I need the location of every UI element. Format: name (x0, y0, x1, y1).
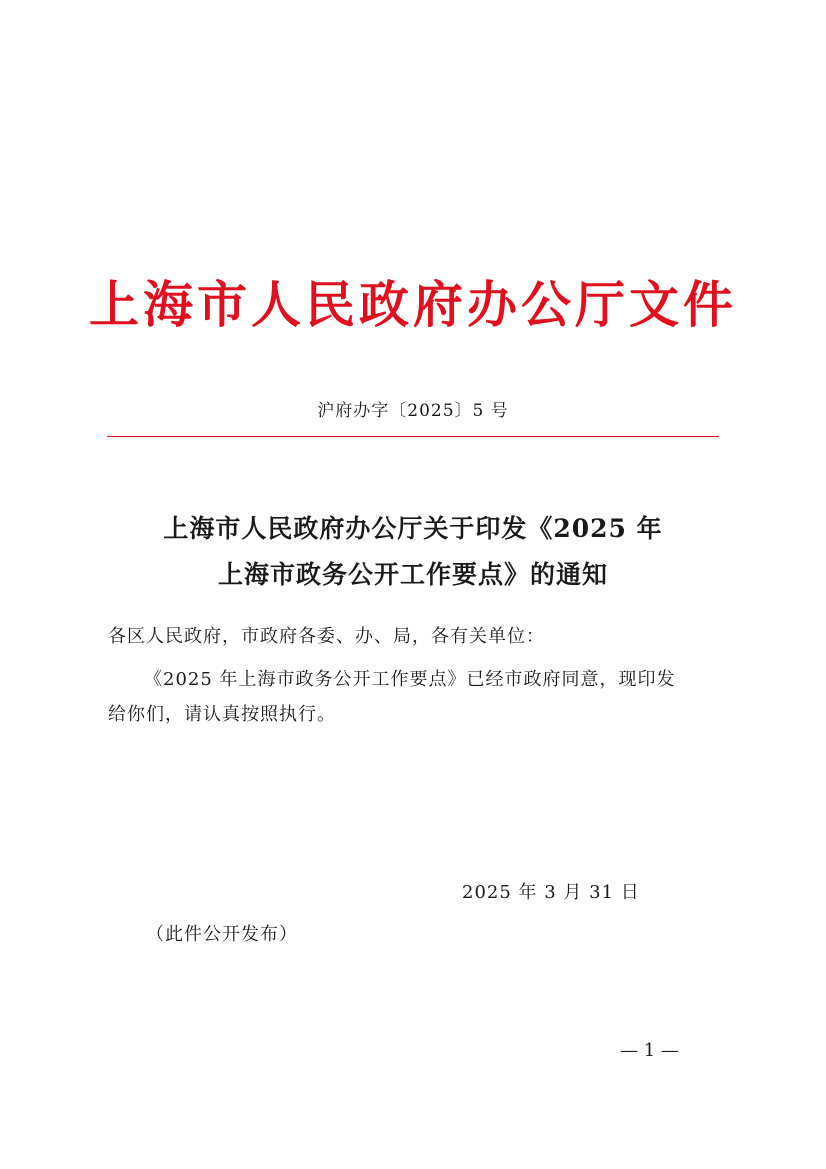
body-paragraph (108, 662, 720, 732)
publication-note: （此件公开发布） (146, 924, 298, 945)
body-paragraph-line-2: 给你们，请认真按照执行。 (108, 704, 336, 725)
issuing-authority-header: 上海市人民政府办公厅文件 (89, 275, 737, 334)
body-paragraph-line-1: 《2025 年上海市政务公开工作要点》已经市政府同意，现印发 (144, 669, 676, 690)
document-number: 沪府办字〔2025〕5 号 (317, 401, 509, 421)
recipient-line: 各区人民政府，市政府各委、办、局，各有关单位： (108, 626, 545, 647)
notice-title-line-2: 上海市政务公开工作要点》的通知 (217, 560, 608, 589)
issue-date: 2025 年 3 月 31 日 (462, 882, 640, 903)
page-number: — 1 — (620, 1040, 679, 1061)
red-separator-line (107, 436, 719, 437)
notice-title (0, 506, 826, 598)
notice-title-line-1: 上海市人民政府办公厅关于印发《2025 年 (163, 514, 663, 543)
